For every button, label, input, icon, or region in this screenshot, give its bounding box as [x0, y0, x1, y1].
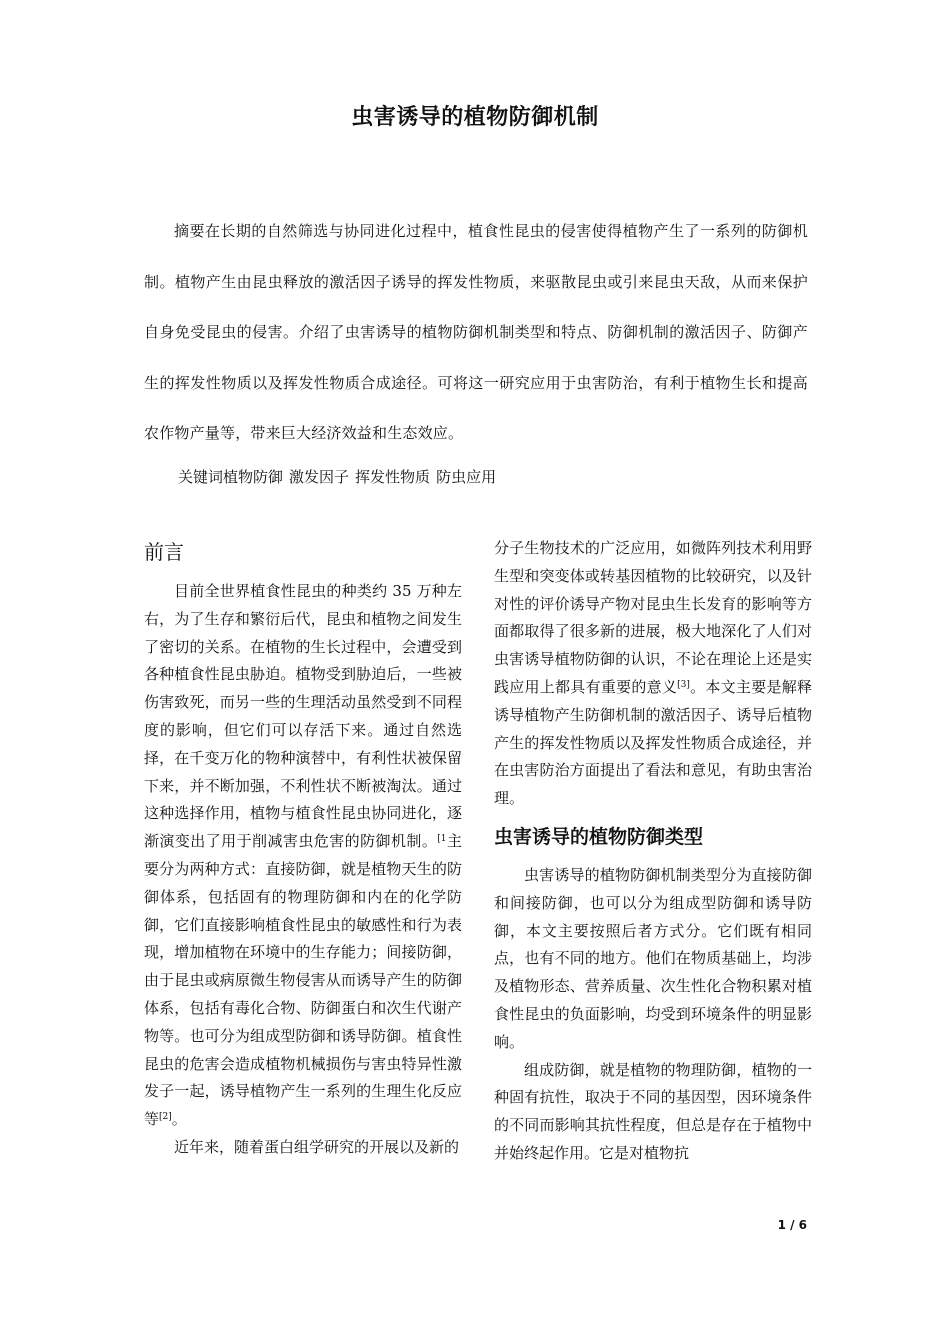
keywords-line	[178, 466, 818, 487]
page-number: 1 / 6	[777, 1218, 807, 1232]
intro-paragraph-2-end	[494, 535, 812, 813]
keyword-term: 挥发性物质	[355, 468, 431, 486]
keyword-term: 防虫应用	[436, 468, 497, 486]
body-text: 。	[171, 1110, 187, 1129]
keywords-label: 关键词	[178, 468, 224, 486]
intro-heading: 前言	[144, 540, 184, 564]
body-text: 。本文主要是解释诱导植物产生防御机制的激活因子、诱导后植物产生的挥发性物质以及挥发性物质合成途径，并在虫害防治方面提出了看法和意见，有助虫害治理。	[494, 677, 812, 808]
types-heading: 虫害诱导的植物防御类型	[494, 825, 704, 848]
body-text: 分子生物技术的广泛应用，如微阵列技术利用野生型和突变体或转基因植物的比较研究，以及针对性的评价诱导产物对昆虫生长发育的影响等方面都取得了很多新的进展，极大地深化了人们对虫害诱导植物防御的认识，不论在理论上还是实践应用上都具有重要的意义	[494, 539, 812, 696]
citation-3[interactable]: [3]	[677, 679, 690, 690]
right-column	[494, 535, 812, 1168]
citation-2[interactable]: [2]	[159, 1112, 172, 1123]
intro-paragraph-2-start: 近年来，随着蛋白组学研究的开展以及新的	[174, 1137, 460, 1156]
abstract-paragraph: 摘要在长期的自然筛选与协同进化过程中，植食性昆虫的侵害使得植物产生了一系列的防御机制。植物产生由昆虫释放的激活因子诱导的挥发性物质，来驱散昆虫或引来昆虫天敌，从而来保护自身免受昆虫的侵害。介绍了虫害诱导的植物防御机制类型和特点、防御机制的激活因子、防御产生的挥发性物质以及挥发性物质合成途径。可将这一研究应用于虫害防治，有利于植物生长和提高农作物产量等，带来巨大经济效益和生态效应。	[144, 222, 808, 443]
document-title: 虫害诱导的植物防御机制	[351, 105, 599, 130]
body-text: 主要分为两种方式：直接防御，就是植物天生的防御体系，包括固有的物理防御和内在的化学防御，它们直接影响植食性昆虫的敏感性和行为表现，增加植物在环境中的生存能力；间接防御，由于昆虫或病原微生物侵害从而诱导产生的防御体系，包括有毒化合物、防御蛋白和次生代谢产物等。也可分为组成型防御和诱导防御。植食性昆虫的危害会造成植物机械损伤与害虫特异性激发子一起，诱导植物产生一系列的生理生化反应等	[144, 832, 462, 1129]
types-paragraph-2: 组成防御，就是植物的物理防御，植物的一种固有抗性，取决于不同的基因型，因环境条件的不同而影响其抗性程度，但总是存在于植物中并始终起作用。它是对植物抗	[494, 1060, 812, 1162]
intro-paragraph-1	[144, 578, 462, 1134]
keyword-term: 激发因子	[289, 468, 350, 486]
citation-1[interactable]: [1	[437, 834, 447, 845]
left-column	[144, 535, 462, 1162]
keyword-term: 植物防御	[223, 468, 284, 486]
body-text: 目前全世界植食性昆虫的种类约 35 万种左右，为了生存和繁衍后代，昆虫和植物之间发生了密切的关系。在植物的生长过程中，会遭受到各种植食性昆虫胁迫。植物受到胁迫后，一些被伤害致死，而另一些的生理活动虽然受到不同程度的影响，但它们可以存活下来。通过自然选择，在千变万化的物种演替中，有利性状被保留下来，并不断加强，不利性状不断被淘汰。通过这种选择作用，植物与植食性昆虫协同进化，逐渐演变出了用于削减害虫危害的防御机制。	[144, 582, 462, 851]
types-paragraph-1: 虫害诱导的植物防御机制类型分为直接防御和间接防御，也可以分为组成型防御和诱导防御，本文主要按照后者方式分。它们既有相同点，也有不同的地方。他们在物质基础上，均涉及植物形态、营养质量、次生性化合物积累对植食性昆虫的负面影响，均受到环境条件的明显影响。	[494, 865, 812, 1051]
